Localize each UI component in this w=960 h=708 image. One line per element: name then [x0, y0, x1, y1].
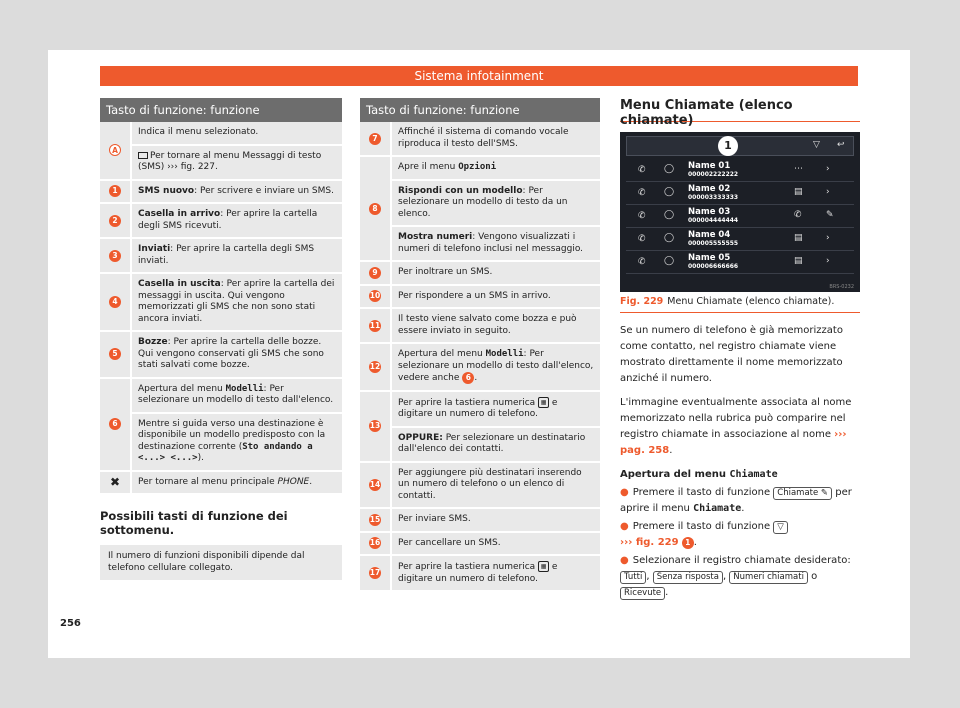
paragraph: Se un numero di telefono è già memorizzato come contatto, nel registro chiamate viene mostrato direttamente il nome memorizzato anziché il numero. [620, 325, 843, 384]
table-row: 11 Il testo viene salvato come bozza e può essere inviato in seguito. [360, 309, 600, 344]
phone-device-icon: ▤ [794, 233, 803, 243]
bullet-item: ● Selezionare il registro chiamate desiderato: Tutti , Senza risposta , Numeri chiamati o Ricevute . [620, 555, 851, 598]
column-left [100, 98, 342, 580]
table-row: 14 Per aggiungere più destinatari inserendo un numero di telefono o un elenco di contatti. [360, 463, 600, 510]
column-right [620, 98, 860, 601]
calls-button: Chiamate ✎ [773, 487, 832, 500]
note-box: Il numero di funzioni disponibili dipende dal telefono cellulare collegato. [100, 545, 342, 580]
table-header: Tasto di funzione: funzione [100, 98, 342, 122]
keypad-icon: ▦ [538, 397, 549, 408]
screen-topbar [626, 136, 854, 156]
chevron-right-icon: › [826, 256, 830, 266]
manual-page [48, 50, 910, 658]
close-icon: ✖ [109, 475, 121, 490]
call-icon: ✆ [638, 165, 646, 175]
phone-device-icon: ▤ [794, 256, 803, 266]
keypad-icon: ▦ [538, 561, 549, 572]
key-badge: 5 [109, 348, 121, 360]
key-badge: 9 [369, 267, 381, 279]
ref-badge: 1 [682, 537, 694, 549]
chevron-right-icon: › [826, 233, 830, 243]
key-badge: 10 [369, 291, 381, 301]
contact-icon: ◯ [664, 256, 675, 266]
paragraph: L'immagine eventualmente associata al nome memorizzato nella rubrica può comparire nel registro chiamate in associazione al nome ››› pag. 258. [620, 397, 852, 456]
call-icon: ✆ [638, 234, 646, 244]
call-list-item: ✆ ◯ Name 05 000006666666 ▤ › [626, 252, 854, 274]
key-badge: 3 [109, 250, 121, 262]
key-badge: 15 [369, 514, 381, 524]
table-header: Tasto di funzione: funzione [360, 98, 600, 122]
column-middle [360, 98, 600, 592]
key-badge: 14 [369, 479, 381, 489]
table-row: ✖ Per tornare al menu principale PHONE. [100, 472, 342, 496]
table-row: 5 Bozze: Per aprire la cartella delle bozze. Qui vengono conservati gli SMS che sono stati salvati come bozze. [100, 332, 342, 379]
table-row: 16 Per cancellare un SMS. [360, 533, 600, 557]
key-badge: 7 [369, 133, 381, 145]
call-icon: ✆ [794, 210, 802, 220]
key-badge: 11 [369, 320, 381, 330]
back-icon: ↩ [837, 140, 845, 150]
callout-badge: 1 [718, 136, 738, 156]
table-row: 4 Casella in uscita: Per aprire la cartella dei messaggi in uscita. Qui vengono memorizzati gli SMS che non sono stati ancora inviati. [100, 274, 342, 332]
table-row: 9 Per inoltrare un SMS. [360, 262, 600, 286]
envelope-icon [138, 152, 148, 159]
phone-device-icon: ▤ [794, 187, 803, 197]
table-row: 8 Apre il menu Opzioni Rispondi con un modello: Per selezionare un modello di testo da un elenco. Mostra numeri: Vengono visualizzati i numeri di telefono inclusi nel messaggio. [360, 157, 600, 262]
page-link[interactable]: ››› pag. 258 [620, 429, 847, 456]
key-badge: A [109, 144, 121, 156]
key-badge: 1 [109, 185, 121, 197]
screen-figure [620, 132, 860, 292]
call-icon: ✆ [638, 188, 646, 198]
contact-icon: ◯ [664, 233, 675, 243]
option-dialed: Numeri chiamati [729, 571, 808, 584]
table-row: 13 Per aprire la tastiera numerica ▦ e digitare un numero di telefono. OPPURE: Per selezionare un destinatario dall'elenco dei contatti. [360, 392, 600, 463]
section-title: Menu Chiamate (elenco chiamate) [620, 98, 860, 122]
page-number: 256 [60, 618, 81, 629]
option-all: Tutti [620, 571, 646, 584]
chevron-right-icon: › [826, 187, 830, 197]
subheading: Possibili tasti di funzione dei sottomenu. [100, 509, 288, 537]
table-row [100, 122, 342, 181]
subtitle: Apertura del menu Chiamate [620, 469, 778, 480]
key-badge: 6 [109, 418, 121, 430]
filter-button: ▽ [773, 521, 788, 534]
filter-icon: ▽ [813, 140, 820, 150]
figure-caption: Fig. 229 Menu Chiamate (elenco chiamate). [620, 296, 860, 313]
edit-icon: ✎ [826, 210, 834, 220]
key-badge: 16 [369, 538, 381, 548]
table-row: 2 Casella in arrivo: Per aprire la cartella degli SMS ricevuti. [100, 204, 342, 239]
table-row: 12 Apertura del menu Modelli: Per selezionare un modello di testo dall'elenco, vedere anche 6 . [360, 344, 600, 392]
contact-icon: ◯ [664, 187, 675, 197]
table-row: 1 SMS nuovo: Per scrivere e inviare un SMS. [100, 181, 342, 205]
page-header: Sistema infotainment [100, 66, 858, 86]
table-row: 6 Apertura del menu Modelli: Per selezionare un modello di testo dall'elenco. Mentre si guida verso una destinazione è disponibile un modello predisposto con la destinazione corrente (Sto andando a <...> <...>). [100, 379, 342, 472]
key-badge: 4 [109, 296, 121, 308]
key-badge: 17 [369, 568, 381, 577]
table-row: 15 Per inviare SMS. [360, 509, 600, 533]
table-row: 10 Per rispondere a un SMS in arrivo. [360, 286, 600, 310]
table-row: 3 Inviati: Per aprire la cartella degli SMS inviati. [100, 239, 342, 274]
table-row: 17 Per aprire la tastiera numerica ▦ e digitare un numero di telefono. [360, 556, 600, 592]
figure-link[interactable]: ››› fig. 229 [620, 537, 679, 548]
table-cell: Per tornare al menu Messaggi di testo (SMS) ››› fig. 227. [132, 146, 342, 179]
chevron-right-icon: › [826, 164, 830, 174]
call-list-item: ✆ ◯ Name 01 000002222222 ⋯ › [626, 160, 854, 182]
option-received: Ricevute [620, 587, 665, 600]
contact-icon: ◯ [664, 210, 675, 220]
call-icon: ✆ [638, 257, 646, 267]
call-list-item: ✆ ◯ Name 03 000004444444 ✆ ✎ [626, 206, 854, 228]
table-row: 7 Affinché il sistema di comando vocale riproduca il testo dell'SMS. [360, 122, 600, 157]
key-badge: 12 [369, 361, 381, 371]
ref-badge: 6 [462, 372, 474, 384]
table-cell: Indica il menu selezionato. [132, 122, 342, 146]
figure-id: BRS-0232 [829, 284, 854, 290]
key-badge: 13 [369, 421, 381, 430]
call-list-item: ✆ ◯ Name 04 000005555555 ▤ › [626, 229, 854, 251]
option-missed: Senza risposta [653, 571, 723, 584]
call-icon: ✆ [638, 211, 646, 221]
key-badge: 2 [109, 215, 121, 227]
bullet-item: ● Premere il tasto di funzione ▽ ››› fig. 229 1 . [620, 519, 860, 551]
contact-icon: ◯ [664, 164, 675, 174]
key-badge: 8 [369, 203, 381, 215]
more-icon: ⋯ [794, 164, 803, 174]
bullet-item: ● Premere il tasto di funzione Chiamate ✎ per aprire il menu Chiamate. [620, 487, 852, 514]
call-list-item: ✆ ◯ Name 02 000003333333 ▤ › [626, 183, 854, 205]
